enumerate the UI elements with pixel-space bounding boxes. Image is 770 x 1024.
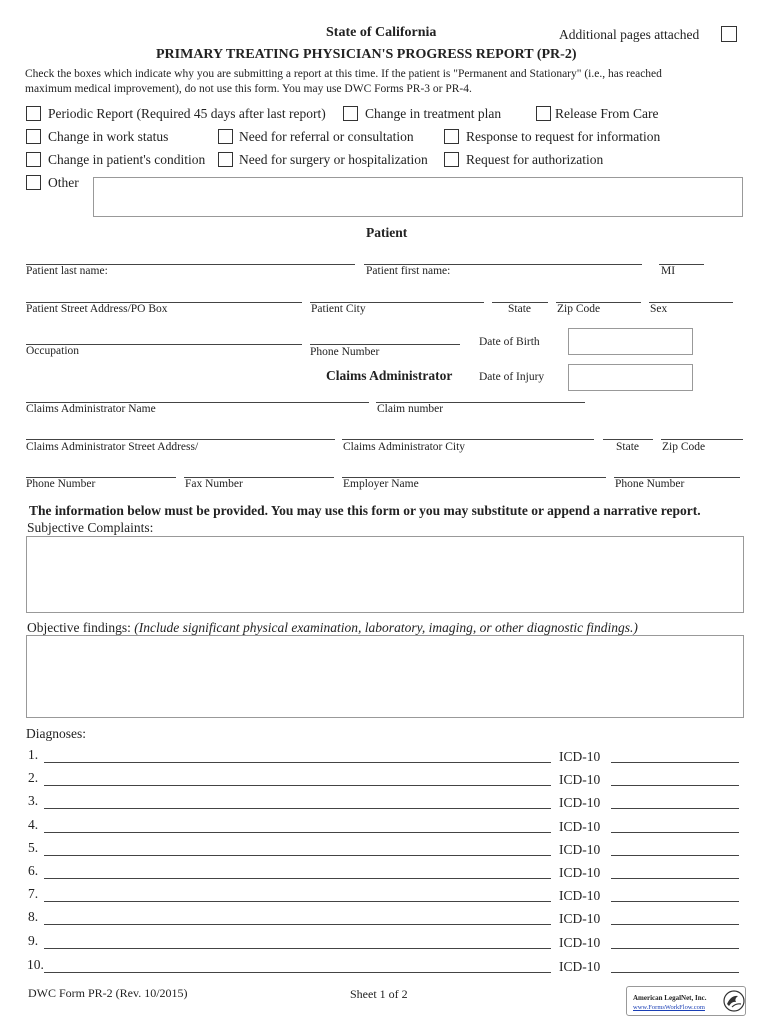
objective-findings-field[interactable]	[26, 635, 744, 718]
diagnoses-label: Diagnoses:	[26, 726, 86, 741]
patient-first-name-label: Patient first name:	[366, 265, 451, 277]
claims-admin-street-label: Claims Administrator Street Address/	[26, 441, 199, 453]
publisher-link[interactable]: www.FormsWorkFlow.com	[633, 1004, 705, 1011]
change-work-status-label: Change in work status	[48, 129, 169, 144]
icd-10-label: ICD-10	[559, 959, 601, 974]
required-info-notice: The information below must be provided. You may use this form or you may substitute or append a narrative report.	[29, 503, 701, 518]
icd-10-label: ICD-10	[559, 749, 601, 764]
change-treatment-plan-label: Change in treatment plan	[365, 106, 502, 121]
diagnosis-number: 6.	[28, 863, 39, 878]
patient-city-label: Patient City	[311, 303, 366, 315]
claims-admin-fax-label: Fax Number	[185, 478, 243, 490]
diagnosis-field[interactable]	[44, 832, 551, 833]
periodic-report-checkbox[interactable]	[26, 106, 41, 121]
publisher-logo	[626, 986, 746, 1016]
patient-state-label: State	[508, 303, 531, 315]
patient-sex-label: Sex	[650, 303, 668, 315]
diagnosis-field[interactable]	[44, 972, 551, 973]
patient-street-label: Patient Street Address/PO Box	[26, 303, 168, 315]
date-of-birth-label: Date of Birth	[479, 336, 540, 348]
additional-pages-label: Additional pages attached	[559, 27, 700, 42]
subjective-complaints-field[interactable]	[26, 536, 744, 613]
diagnosis-number: 3.	[28, 793, 39, 808]
icd-10-field[interactable]	[611, 924, 739, 925]
instructions-line-1: Check the boxes which indicate why you are submitting a report at this time. If the patient is "Permanent and Stationary" (i.e., has reached	[25, 68, 662, 80]
icd-10-field[interactable]	[611, 972, 739, 973]
patient-zip-label: Zip Code	[557, 303, 601, 315]
publisher-emblem-icon	[723, 990, 745, 1012]
date-of-injury-label: Date of Injury	[479, 371, 545, 383]
patient-last-name-label: Patient last name:	[26, 265, 108, 277]
claims-admin-phone-label: Phone Number	[26, 478, 96, 490]
other-checkbox[interactable]	[26, 175, 41, 190]
subjective-complaints-label: Subjective Complaints:	[27, 520, 154, 535]
claims-administrator-heading: Claims Administrator	[326, 368, 453, 383]
employer-name-label: Employer Name	[343, 478, 419, 490]
icd-10-field[interactable]	[611, 808, 739, 809]
icd-10-label: ICD-10	[559, 819, 601, 834]
other-text-field[interactable]	[93, 177, 743, 217]
request-authorization-label: Request for authorization	[466, 152, 604, 167]
patient-heading: Patient	[366, 225, 408, 240]
publisher-name: American LegalNet, Inc.	[633, 994, 707, 1002]
additional-pages-checkbox[interactable]	[721, 26, 737, 42]
icd-10-label: ICD-10	[559, 865, 601, 880]
claims-admin-city-label: Claims Administrator City	[343, 441, 466, 453]
icd-10-label: ICD-10	[559, 795, 601, 810]
diagnosis-number: 4.	[28, 817, 39, 832]
icd-10-label: ICD-10	[559, 772, 601, 787]
diagnosis-field[interactable]	[44, 855, 551, 856]
claim-number-label: Claim number	[377, 403, 444, 415]
icd-10-label: ICD-10	[559, 935, 601, 950]
change-work-status-checkbox[interactable]	[26, 129, 41, 144]
diagnosis-field[interactable]	[44, 948, 551, 949]
diagnosis-field[interactable]	[44, 924, 551, 925]
surgery-hospitalization-label: Need for surgery or hospitalization	[239, 152, 428, 167]
referral-consultation-checkbox[interactable]	[218, 129, 233, 144]
claims-admin-city-field[interactable]	[342, 439, 594, 440]
diagnosis-field[interactable]	[44, 808, 551, 809]
patient-phone-label: Phone Number	[310, 346, 380, 358]
diagnosis-number: 7.	[28, 886, 39, 901]
response-request-checkbox[interactable]	[444, 129, 459, 144]
patient-phone-field[interactable]	[310, 344, 460, 345]
diagnosis-field[interactable]	[44, 762, 551, 763]
claims-admin-state-field[interactable]	[603, 439, 653, 440]
claims-admin-name-label: Claims Administrator Name	[26, 403, 156, 415]
form-identifier: DWC Form PR-2 (Rev. 10/2015)	[28, 986, 188, 1000]
claims-admin-state-label: State	[616, 441, 639, 453]
date-of-injury-field[interactable]	[568, 364, 693, 391]
icd-10-field[interactable]	[611, 762, 739, 763]
diagnosis-number: 5.	[28, 840, 39, 855]
occupation-label: Occupation	[26, 345, 80, 357]
patient-mi-label: MI	[661, 265, 676, 277]
referral-consultation-label: Need for referral or consultation	[239, 129, 414, 144]
claims-admin-street-field[interactable]	[26, 439, 335, 440]
change-treatment-plan-checkbox[interactable]	[343, 106, 358, 121]
diagnosis-number: 10.	[27, 957, 44, 972]
claims-admin-zip-label: Zip Code	[662, 441, 706, 453]
release-from-care-label: Release From Care	[555, 106, 659, 121]
icd-10-field[interactable]	[611, 948, 739, 949]
icd-10-field[interactable]	[611, 785, 739, 786]
diagnosis-field[interactable]	[44, 785, 551, 786]
diagnosis-number: 8.	[28, 909, 39, 924]
diagnosis-field[interactable]	[44, 901, 551, 902]
periodic-report-label: Periodic Report (Required 45 days after last report)	[48, 106, 326, 121]
diagnosis-field[interactable]	[44, 878, 551, 879]
other-label: Other	[48, 175, 79, 190]
icd-10-label: ICD-10	[559, 842, 601, 857]
icd-10-field[interactable]	[611, 901, 739, 902]
employer-phone-label: Phone Number	[615, 478, 685, 490]
form-title: PRIMARY TREATING PHYSICIAN'S PROGRESS REPORT (PR-2)	[156, 47, 577, 62]
surgery-hospitalization-checkbox[interactable]	[218, 152, 233, 167]
state-title: State of California	[326, 25, 437, 40]
icd-10-field[interactable]	[611, 832, 739, 833]
date-of-birth-field[interactable]	[568, 328, 693, 355]
icd-10-field[interactable]	[611, 878, 739, 879]
sheet-number: Sheet 1 of 2	[350, 987, 408, 1001]
objective-findings-label	[27, 621, 638, 635]
response-request-label: Response to request for information	[466, 129, 661, 144]
diagnosis-number: 9.	[28, 933, 39, 948]
release-from-care-checkbox[interactable]	[536, 106, 551, 121]
change-condition-label: Change in patient's condition	[48, 152, 206, 167]
diagnosis-number: 1.	[28, 747, 39, 762]
icd-10-label: ICD-10	[559, 888, 601, 903]
instructions-line-2: maximum medical improvement), do not use this form. You may use DWC Forms PR-3 or PR-4.	[25, 83, 472, 95]
icd-10-label: ICD-10	[559, 911, 601, 926]
objective-findings-hint: (Include significant physical examination, laboratory, imaging, or other diagnostic findings.)	[134, 620, 638, 635]
claims-admin-zip-field[interactable]	[661, 439, 743, 440]
change-condition-checkbox[interactable]	[26, 152, 41, 167]
objective-findings-title: Objective findings:	[27, 620, 135, 635]
icd-10-field[interactable]	[611, 855, 739, 856]
request-authorization-checkbox[interactable]	[444, 152, 459, 167]
diagnosis-number: 2.	[28, 770, 39, 785]
